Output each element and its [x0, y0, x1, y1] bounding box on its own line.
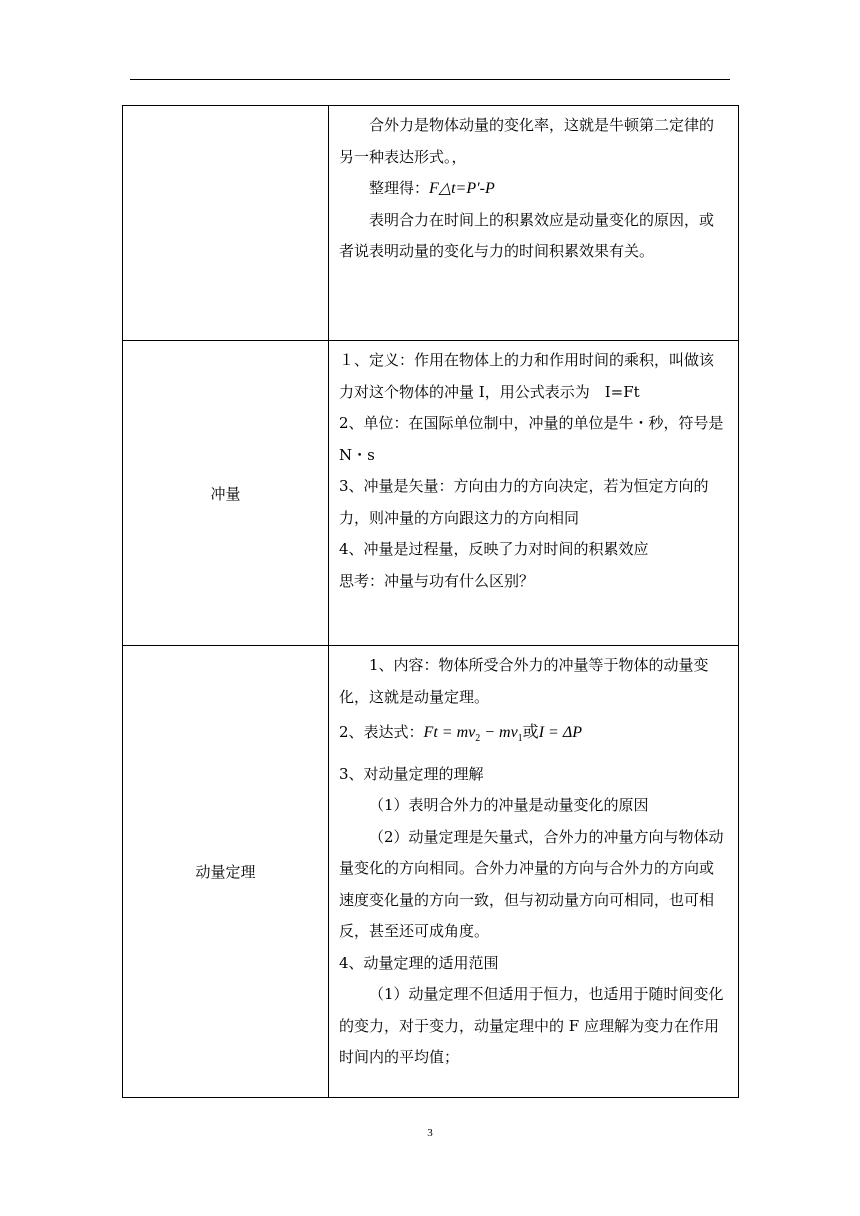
- paragraph: 4、动量定理的适用范围: [339, 953, 499, 972]
- paragraph: 合外力是物体动量的变化率，这就是牛顿第二定律的另一种表达形式。，: [339, 116, 715, 166]
- table-row: [123, 341, 739, 646]
- table-row: [123, 646, 739, 1098]
- paragraph: 思考：冲量与功有什么区别？: [339, 571, 535, 590]
- row-label: 动量定理: [123, 646, 329, 1098]
- paragraph-text: 整理得：: [369, 179, 430, 197]
- paragraph-text: 2、表达式：: [339, 723, 424, 741]
- paragraph: 3、对动量定理的理解: [339, 764, 484, 783]
- paragraph: [339, 713, 728, 755]
- content-table: [122, 105, 739, 1098]
- paragraph: （2）动量定理是矢量式，合外力的冲量方向与物体动量变化的方向相同。合外力冲量的方向与合外力的方向或速度变化量的方向一致，但与初动量方向可相同，也可相反，甚至还可成角度。: [339, 827, 724, 941]
- momentum-formula: F△t=P′-P: [429, 180, 495, 197]
- paragraph: 表明合力在时间上的积累效应是动量变化的原因，或者说表明动量的变化与力的时间积累效果有关。: [339, 210, 715, 260]
- header-rule: [130, 79, 730, 80]
- page-number: 3: [427, 1127, 433, 1139]
- paragraph: 1、内容：物体所受合外力的冲量等于物体的动量变化，这就是动量定理。: [339, 656, 709, 706]
- row-content: [329, 106, 739, 341]
- row-content: [329, 646, 739, 1098]
- paragraph: （1）动量定理不但适用于恒力，也适用于随时间变化的变力，对于变力，动量定理中的 F 应理解为变力在作用时间内的平均值；: [339, 985, 724, 1067]
- paragraph: 2、单位：在国际单位制中，冲量的单位是牛・秒，符号是 N・s: [339, 414, 724, 464]
- theorem-formula: $Ft = mv_2 - mv_1$或I = ΔP: [423, 724, 582, 745]
- row-label: [123, 106, 329, 341]
- paragraph: １、定义：作用在物体上的力和作用时间的乘积，叫做该力对这个物体的冲量 I，用公式表示为 I=Ft: [339, 351, 715, 401]
- paragraph: 3、冲量是矢量：方向由力的方向决定，若为恒定方向的力，则冲量的方向跟这力的方向相同: [339, 477, 709, 527]
- paragraph: [339, 173, 728, 205]
- row-content: [329, 341, 739, 646]
- paragraph: 4、冲量是过程量，反映了力对时间的积累效应: [339, 540, 649, 558]
- paragraph: （1）表明合外力的冲量是动量变化的原因: [369, 796, 649, 815]
- table-row: [123, 106, 739, 341]
- row-label: 冲量: [123, 341, 329, 646]
